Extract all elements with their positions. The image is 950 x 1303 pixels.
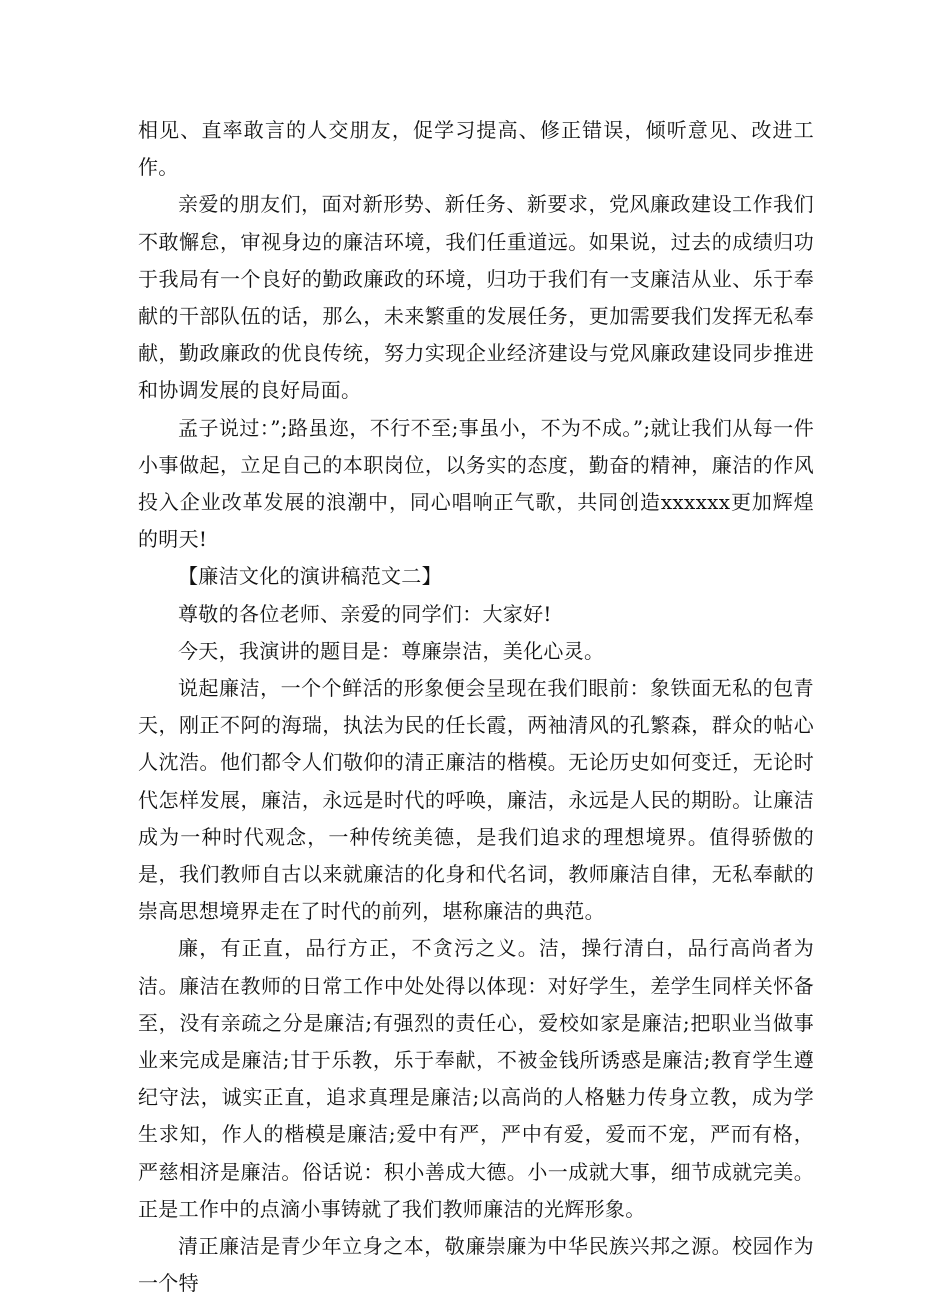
paragraph-integrity-definition: 廉，有正直，品行方正，不贪污之义。洁，操行清白，品行高尚者为洁。廉洁在教师的日常工作中处处得以体现：对好学生，差学生同样关怀备至，没有亲疏之分是廉洁;有强烈的责任心，爱校如家是廉洁;把职业当做事业来完成是廉洁;甘于乐教，乐于奉献，不被金钱所诱惑是廉洁;教育学生遵纪守法，诚实正直，追求真理是廉洁;以高尚的人格魅力传身立教，成为学生求知，作人的楷模是廉洁;爱中有严，严中有爱，爱而不宠，严而有格，严慈相济是廉洁。俗话说：积小善成大德。小一成就大事，细节成就完美。正是工作中的点滴小事铸就了我们教师廉洁的光辉形象。: [138, 936, 814, 1221]
paragraph-friends-address: 亲爱的朋友们，面对新形势、新任务、新要求，党风廉政建设工作我们不敢懈怠，审视身边的廉洁环境，我们任重道远。如果说，过去的成绩归功于我局有一个良好的勤政廉政的环境，归功于我们有一支廉洁从业、乐于奉献的干部队伍的话，那么，未来繁重的发展任务，更加需要我们发挥无私奉献，勤政廉政的优良传统，努力实现企业经济建设与党风廉政建设同步推进和协调发展的良好局面。: [138, 192, 814, 403]
paragraph-mencius-quote: 孟子说过：”;路虽迩，不行不至;事虽小，不为不成。”;就让我们从每一件小事做起，立足自己的本职岗位，以务实的态度，勤奋的精神，廉洁的作风投入企业改革发展的浪潮中，同心唱响正气歌，共同创造xxxxxx更加辉煌的明天!: [138, 415, 814, 552]
paragraph-role-models: 说起廉洁，一个个鲜活的形象便会呈现在我们眼前：象铁面无私的包青天，刚正不阿的海瑞，执法为民的任长霞，两袖清风的孔繁森，群众的帖心人沈浩。他们都令人们敬仰的清正廉洁的楷模。无论历史如何变迁，无论时代怎样发展，廉洁，永远是时代的呼唤，廉洁，永远是人民的期盼。让廉洁成为一种时代观念，一种传统美德，是我们追求的理想境界。值得骄傲的是，我们教师自古以来就廉洁的化身和代名词，教师廉洁自律，无私奉献的崇高思想境界走在了时代的前列，堪称廉洁的典范。: [138, 676, 814, 924]
paragraph-greeting: 尊敬的各位老师、亲爱的同学们：大家好!: [178, 601, 552, 626]
document-body: [138, 112, 814, 1303]
paragraph-continuation: 相见、直率敢言的人交朋友，促学习提高、修正错误，倾听意见、改进工作。: [138, 118, 814, 180]
paragraph-youth-integrity: 清正廉洁是青少年立身之本，敬廉崇廉为中华民族兴邦之源。校园作为一个特: [138, 1234, 814, 1296]
section-heading: 【廉洁文化的演讲稿范文二】: [178, 564, 442, 589]
paragraph-speech-topic: 今天，我演讲的题目是：尊廉崇洁，美化心灵。: [178, 638, 605, 663]
